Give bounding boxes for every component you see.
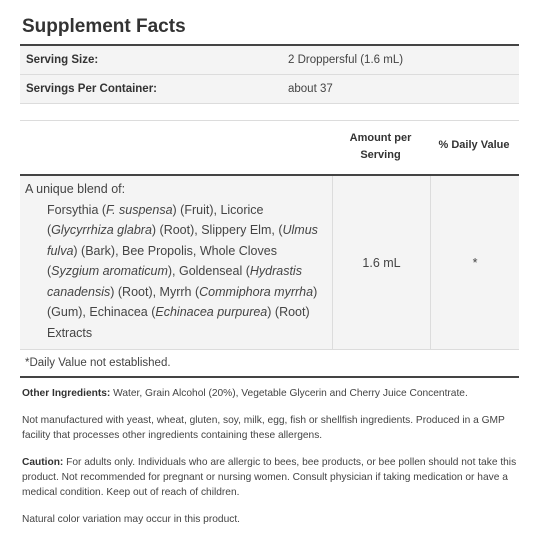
blend-text: ) (Gum), Echinacea ( — [47, 284, 318, 319]
blend-latin-name: Ulmus fulva — [47, 223, 318, 258]
other-ingredients-text: Water, Grain Alcohol (20%), Vegetable Glycerin and Cherry Juice Concentrate. — [110, 388, 468, 399]
daily-value-column-header: % Daily Value — [438, 139, 510, 151]
blend-latin-name: F. suspensa — [106, 202, 173, 217]
blend-latin-name: Hydrastis canadensis — [47, 264, 302, 299]
amount-header-line2: Serving — [360, 149, 401, 161]
servings-per-container-row — [20, 75, 519, 104]
caution-note — [22, 455, 519, 500]
blend-text: ) (Bark), Bee Propolis, Whole Cloves ( — [47, 243, 277, 278]
serving-size-value: 2 Droppersful (1.6 mL) — [288, 54, 404, 66]
blend-text: ), Goldenseal ( — [167, 264, 250, 278]
blend-text: ) (Root), Slippery Elm, ( — [151, 223, 283, 237]
color-variation-note: Natural color variation may occur in this product. — [22, 514, 240, 525]
caution-label: Caution: — [22, 457, 64, 468]
column-header-row — [20, 121, 519, 176]
blend-intro: A unique blend of: — [25, 182, 126, 196]
serving-size-label: Serving Size: — [26, 54, 99, 66]
spacer — [20, 104, 519, 121]
caution-text: For adults only. Individuals who are allergic to bees, bee products, or bee pollen should not take this product. Not recommended for pregnant or nursing women. Consult physician if taking medication or have a medical condition. Keep out of reach of children. — [22, 457, 517, 498]
blend-text: ) (Root), Myrrh ( — [110, 284, 200, 299]
panel-title: Supplement Facts — [20, 0, 519, 46]
amount-header-line1: Amount per — [349, 132, 412, 144]
blend-ingredients — [25, 200, 332, 344]
label-notes — [22, 386, 519, 539]
amount-column-header — [332, 121, 429, 174]
other-ingredients — [22, 386, 519, 401]
servings-per-container-label: Servings Per Container: — [26, 83, 158, 95]
blend-row — [20, 176, 519, 350]
blend-daily-value: * — [430, 176, 519, 349]
supplement-facts-panel — [20, 0, 519, 378]
ingredient-column-header — [20, 121, 332, 174]
blend-text: Forsythia ( — [47, 202, 107, 217]
blend-text: ) (Fruit), Licorice ( — [47, 202, 264, 237]
blend-latin-name: Syzgium aromaticum — [51, 264, 168, 278]
serving-size-row — [20, 46, 519, 75]
blend-amount: 1.6 mL — [332, 176, 430, 349]
other-ingredients-label: Other Ingredients: — [22, 388, 111, 399]
blend-latin-name: Glycyrrhiza glabra — [51, 223, 152, 237]
blend-latin-name: Echinacea purpurea — [155, 305, 268, 319]
daily-value-footnote: *Daily Value not established. — [20, 350, 519, 378]
blend-text: ) (Root) Extracts — [47, 305, 310, 340]
blend-description — [20, 176, 332, 349]
allergen-note: Not manufactured with yeast, wheat, gluten, soy, milk, egg, fish or shellfish ingredients. Produced in a GMP facility that processes other ingredients containing these allergens. — [22, 415, 505, 441]
servings-per-container-value: about 37 — [288, 83, 333, 95]
blend-latin-name: Commiphora myrrha — [199, 284, 314, 299]
